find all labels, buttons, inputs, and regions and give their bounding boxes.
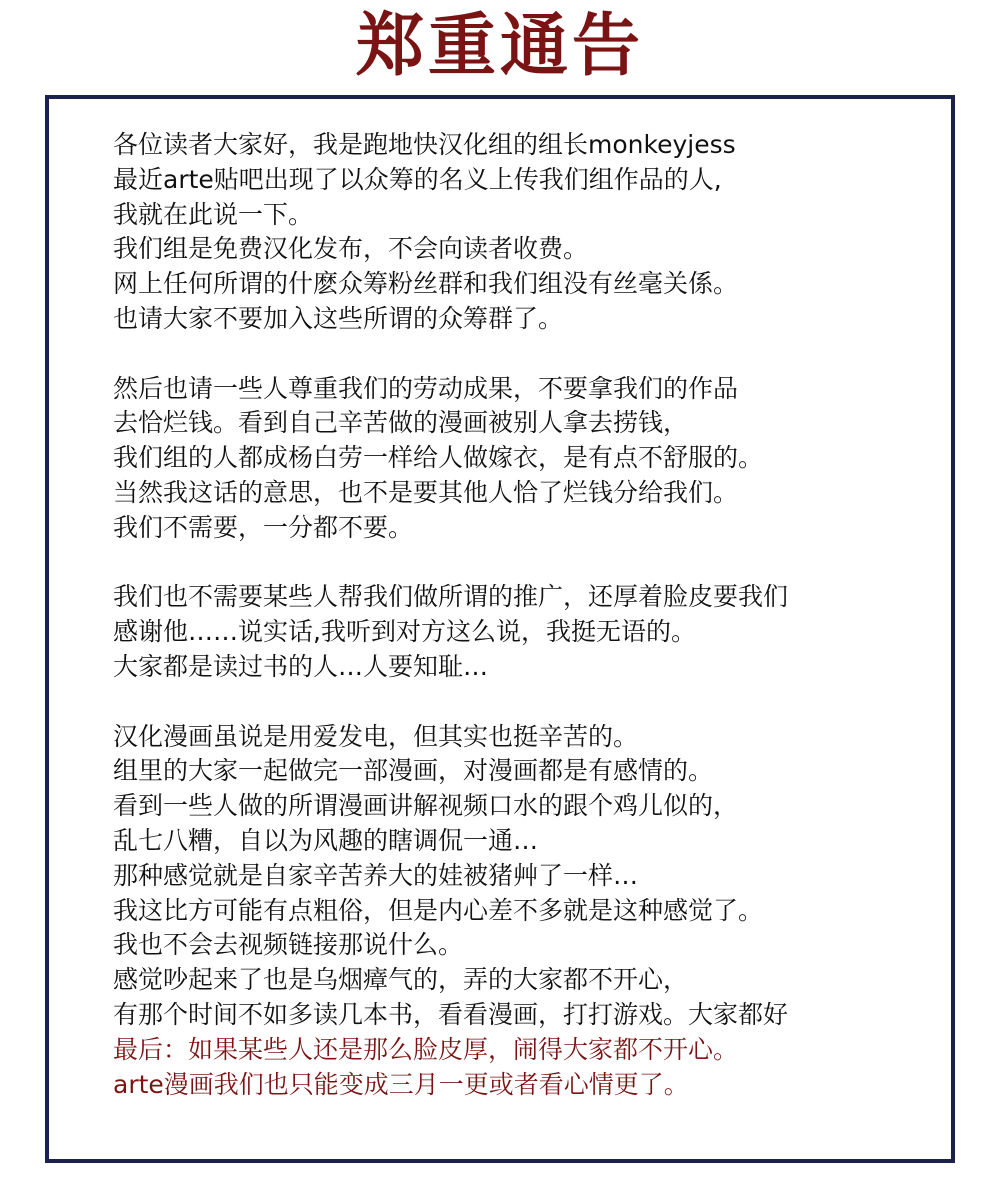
text-line: 感谢他……说实话,我听到对方这么说，我挺无语的。 <box>113 617 696 647</box>
page-title: 郑重通告 <box>355 7 644 86</box>
text-line: 当然我这话的意思，也不是要其他人恰了烂钱分给我们。 <box>113 477 739 507</box>
closing-line: arte漫画我们也只能变成三月一更或者看心情更了。 <box>113 1069 689 1099</box>
text-line: 然后也请一些人尊重我们的劳动成果，不要拿我们的作品 <box>113 373 739 403</box>
text-line: 汉化漫画虽说是用爱发电，但其实也挺辛苦的。 <box>113 721 639 751</box>
paragraph-2 <box>113 372 943 546</box>
text-line: 我们也不需要某些人帮我们做所谓的推广，还厚着脸皮要我们 <box>113 582 789 612</box>
text-line: 乱七八糟，自以为风趣的瞎调侃一通… <box>113 825 539 855</box>
text-line: 大家都是读过书的人…人要知耻… <box>113 651 489 681</box>
text-line: 那种感觉就是自家辛苦养大的娃被猪艸了一样… <box>113 860 639 890</box>
text-line: 我这比方可能有点粗俗，但是内心差不多就是这种感觉了。 <box>113 895 764 925</box>
text-line: 我们不需要，一分都不要。 <box>113 512 414 542</box>
text-line: 有那个时间不如多读几本书，看看漫画，打打游戏。大家都好 <box>113 999 789 1029</box>
text-line: 去恰烂钱。看到自己辛苦做的漫画被别人拿去捞钱， <box>113 408 689 438</box>
text-line: 组里的大家一起做完一部漫画，对漫画都是有感情的。 <box>113 756 714 786</box>
text-line: 各位读者大家好，我是跑地快汉化组的组长monkeyjess <box>113 130 736 159</box>
paragraph-3 <box>113 580 943 684</box>
text-line: 看到一些人做的所谓漫画讲解视频口水的跟个鸡儿似的， <box>113 791 739 821</box>
text-line: 我就在此说一下。 <box>113 199 314 229</box>
notice-body <box>113 128 943 1102</box>
text-line: 网上任何所谓的什麽众筹粉丝群和我们组没有丝毫关係。 <box>113 269 739 299</box>
text-line: 我也不会去视频链接那说什么。 <box>113 930 464 960</box>
text-line: 最近arte贴吧出现了以众筹的名义上传我们组作品的人, <box>113 164 722 194</box>
text-line: 我们组的人都成杨白劳一样给人做嫁衣，是有点不舒服的。 <box>113 443 764 473</box>
paragraph-1 <box>113 128 943 337</box>
closing-line: 最后：如果某些人还是那么脸皮厚，闹得大家都不开心。 <box>113 1034 739 1064</box>
text-line: 也请大家不要加入这些所谓的众筹群了。 <box>113 303 564 333</box>
text-line: 感觉吵起来了也是乌烟瘴气的，弄的大家都不开心， <box>113 965 689 995</box>
paragraph-4 <box>113 720 943 1103</box>
text-line: 我们组是免费汉化发布，不会向读者收费。 <box>113 234 589 264</box>
